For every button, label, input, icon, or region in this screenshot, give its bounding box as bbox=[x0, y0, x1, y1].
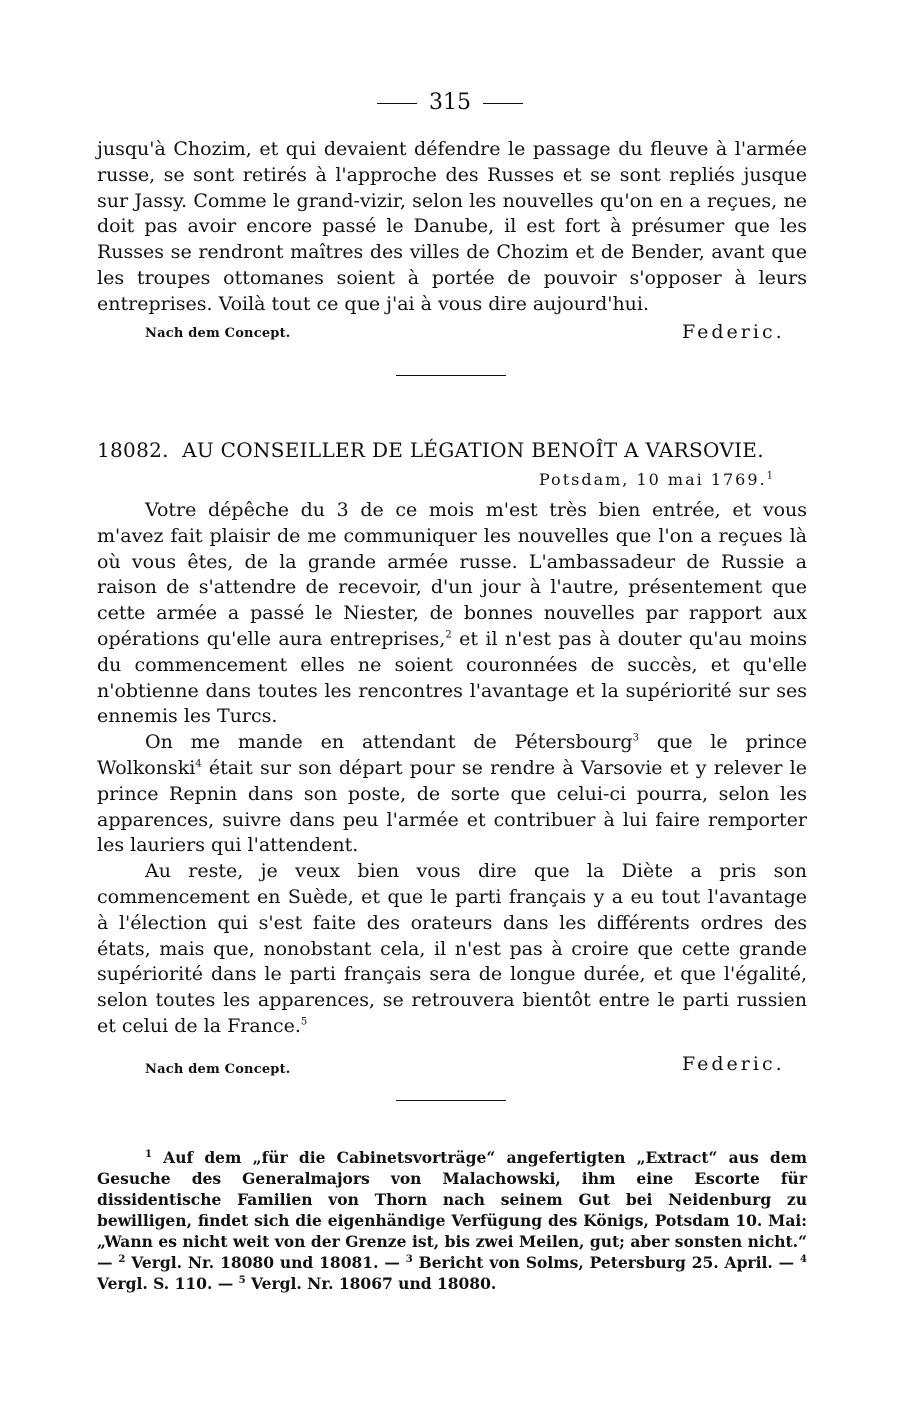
letter1-source: Nach dem Concept. bbox=[145, 326, 291, 341]
footnote-marker-1: 1 bbox=[766, 470, 775, 482]
footnote-5-text: Vergl. Nr. 18067 und 18080. bbox=[245, 1274, 497, 1293]
footnote-4-text: Vergl. S. 110. — bbox=[97, 1274, 239, 1293]
footnote-4-marker: 4 bbox=[800, 1253, 807, 1265]
footnote-marker-2: 2 bbox=[445, 629, 452, 641]
section-divider bbox=[396, 375, 506, 376]
footnote-5-marker: 5 bbox=[238, 1274, 246, 1286]
footnotes bbox=[97, 1147, 807, 1294]
dateline-text: Potsdam, 10 mai 1769. bbox=[538, 470, 767, 489]
letter2-source: Nach dem Concept. bbox=[145, 1062, 291, 1077]
footnote-3-text: Bericht von Solms, Petersburg 25. April. — bbox=[412, 1253, 801, 1272]
footnote-marker-5: 5 bbox=[300, 1016, 308, 1028]
paragraph-text: On me mande en attendant de Pétersbourg bbox=[145, 731, 633, 754]
header-rule-right bbox=[483, 103, 523, 104]
footnote-3-marker: 3 bbox=[405, 1253, 413, 1265]
letter2-paragraph-2 bbox=[97, 730, 807, 859]
footnote-marker-3: 3 bbox=[632, 732, 639, 744]
footnote-2-text: Vergl. Nr. 18080 und 18081. — bbox=[125, 1253, 406, 1272]
letter1-body bbox=[97, 137, 807, 318]
footnote-1-text: Auf dem „für die Cabinetsvorträge“ angefertigten „Extract“ aus dem Gesuche des Generalmajors von Malachowski, ihm eine Escorte für dissidentische Familien von Thorn nach seinem Gut bei Neidenburg zu bewilligen, findet sich die eigenhändige Verfügung des Königs, Potsdam 10. Mai: „Wann es nicht weit von der Grenze ist, bis zwei Meilen, gut; aber sonsten nicht.“ — bbox=[97, 1148, 807, 1272]
letter2-paragraph-1 bbox=[97, 498, 807, 730]
footnote-2-marker: 2 bbox=[118, 1253, 126, 1265]
paragraph-text: que le prince Wolkonski bbox=[97, 731, 807, 779]
footnote-1-marker: 1 bbox=[145, 1148, 152, 1160]
paragraph-text: Votre dépêche du 3 de ce mois m'est très bien entrée, et vous m'avez fait plaisir de me communiquer les nouvelles que l'on a reçues là où vous êtes, de la grande armée russe. L'ambassadeur de Russie a raison de s'attendre de recevoir, d'un jour à l'autre, présentement que cette armée a passé le Niester, de bonnes nouvelles par rapport aux opérations qu'elle aura entreprises, bbox=[97, 499, 807, 650]
page-header bbox=[0, 90, 900, 115]
letter2-dateline bbox=[539, 470, 775, 489]
letter2-signature: Federic. bbox=[682, 1053, 785, 1075]
letter1-signature: Federic. bbox=[682, 321, 785, 343]
page-number: 315 bbox=[429, 90, 471, 115]
letter2-heading bbox=[97, 438, 807, 462]
letter2-body bbox=[97, 498, 807, 1040]
footnote-marker-4: 4 bbox=[195, 758, 202, 770]
paragraph-text: Au reste, je veux bien vous dire que la Diète a pris son commencement en Suède, et que le parti français y a eu tout l'avantage à l'élection qui s'est faite des orateurs dans les différents ordres des états, mais que, nonobstant cela, il n'est pas à croire que cette grande supériorité dans le parti français sera de longue durée, et que l'égalité, selon toutes les apparences, se retrouvera bientôt entre le parti russien et celui de la France. bbox=[97, 860, 807, 1037]
letter-title: AU CONSEILLER DE LÉGATION BENOÎT A VARSOVIE. bbox=[182, 438, 764, 462]
paragraph-text: et il n'est pas à douter qu'au moins du commencement elles ne soient couronnées de succès, et qu'elle n'obtienne dans toutes les rencontres l'avantage et la supériorité sur ses ennemis les Turcs. bbox=[97, 627, 807, 728]
letter2-paragraph-3 bbox=[97, 859, 807, 1040]
paragraph-text: était sur son départ pour se rendre à Varsovie et y relever le prince Repnin dans son poste, de sorte que celui-ci pourra, selon les apparences, suivre dans peu l'armée et contribuer à lui faire remporter les lauriers qui l'attendent. bbox=[97, 756, 807, 857]
header-rule-left bbox=[377, 103, 417, 104]
letter-number: 18082. bbox=[97, 438, 169, 462]
footnote-divider bbox=[396, 1100, 506, 1101]
letter1-paragraph: jusqu'à Chozim, et qui devaient défendre le passage du fleuve à l'armée russe, se sont retirés à l'approche des Russes et se sont repliés jusque sur Jassy. Comme le grand-vizir, selon les nouvelles qu'on en a reçues, ne doit pas avoir encore passé le Danube, il est fort à présumer que les Russes se rendront maîtres des villes de Chozim et de Bender, avant que les troupes ottomanes soient à portée de pouvoir s'opposer à leurs entreprises. Voilà tout ce que j'ai à vous dire aujourd'hui. bbox=[97, 138, 807, 315]
